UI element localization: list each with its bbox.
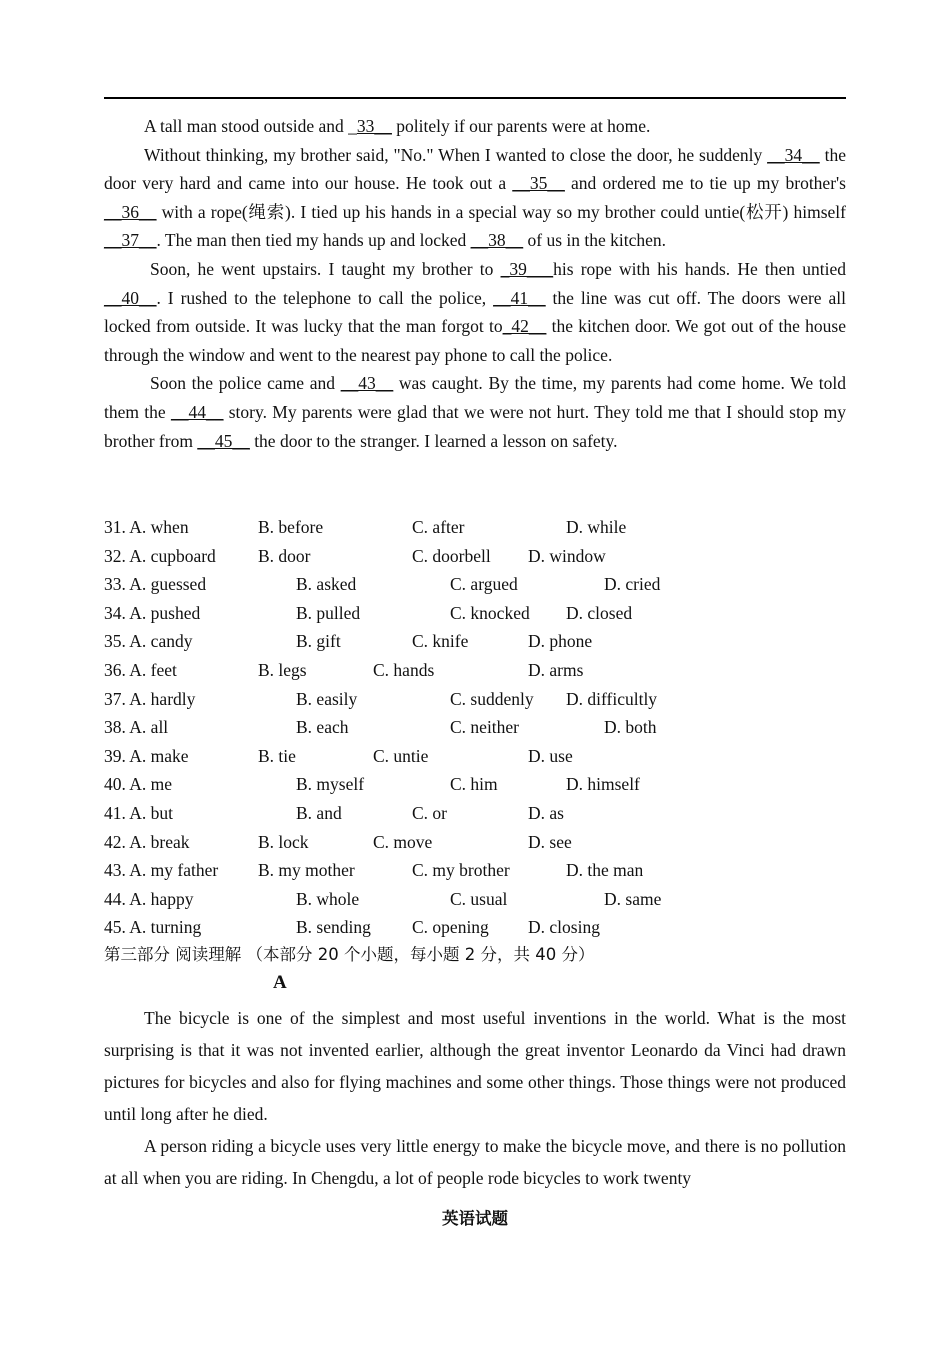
option-a: 42. A. break	[104, 831, 190, 852]
option-a: 34. A. pushed	[104, 602, 201, 623]
option-d: D. closed	[566, 602, 633, 623]
blank-38: __38__	[470, 230, 524, 251]
option-row-44	[104, 885, 846, 914]
option-row-36	[104, 656, 846, 685]
option-row-43	[104, 856, 846, 885]
option-a: 35. A. candy	[104, 631, 193, 652]
option-d: D. use	[528, 745, 573, 766]
option-row-33	[104, 570, 846, 599]
option-d: D. window	[528, 545, 606, 566]
option-a: 38. A. all	[104, 717, 169, 738]
section-heading: 第三部分 阅读理解 （本部分 20 个小题，每小题 2 分，共 40 分）	[104, 945, 595, 964]
option-d: D. see	[528, 831, 572, 852]
option-row-40	[104, 770, 846, 799]
option-b: B. asked	[296, 574, 357, 595]
option-a: 33. A. guessed	[104, 574, 207, 595]
option-b: B. lock	[258, 831, 309, 852]
option-a: 44. A. happy	[104, 888, 194, 909]
option-d: D. difficultly	[566, 688, 658, 709]
option-row-42	[104, 828, 846, 857]
option-d: D. himself	[566, 774, 640, 795]
option-a: 31. A. when	[104, 517, 189, 537]
option-a: 39. A. make	[104, 745, 189, 766]
option-b: B. whole	[296, 888, 360, 909]
option-b: B. before	[258, 517, 324, 537]
option-c: C. opening	[412, 917, 489, 938]
page-footer: 英语试题	[442, 1209, 508, 1228]
blank-44: __44__	[170, 401, 224, 422]
option-d: D. arms	[528, 659, 584, 680]
option-b: B. each	[296, 717, 349, 738]
option-d: D. closing	[528, 917, 600, 938]
option-row-38	[104, 713, 846, 742]
option-b: B. and	[296, 802, 342, 823]
option-a: 41. A. but	[104, 802, 174, 823]
option-row-41	[104, 799, 846, 828]
option-b: B. myself	[296, 774, 365, 795]
option-c: C. after	[412, 517, 465, 537]
option-c: C. usual	[450, 888, 508, 909]
passage-paragraph-2: Without thinking, my brother said, "No." When I wanted to close the door, he suddenly __34__ the door very hard and came into our house. He took out a __35__ and ordered me to tie up my brother's __36__ with a rope(绳索). I tied up his hands in a special way so my brother could untie(松开) himself __37__. The man then tied my hands up and locked __38__ of us in the kitchen.	[104, 144, 846, 251]
option-c: C. suddenly	[450, 688, 534, 709]
option-d: D. same	[604, 888, 662, 909]
option-c: C. knocked	[450, 602, 530, 623]
option-d: D. as	[528, 802, 564, 823]
option-b: B. legs	[258, 659, 307, 680]
option-row-45	[104, 913, 846, 942]
option-d: D. the man	[566, 860, 644, 881]
option-c: C. my brother	[412, 860, 510, 881]
option-d: D. both	[604, 717, 657, 738]
blank-34: __34__	[767, 144, 820, 165]
answer-options	[104, 513, 846, 942]
option-a: 37. A. hardly	[104, 688, 196, 709]
option-c: C. neither	[450, 717, 520, 738]
option-row-32	[104, 542, 846, 571]
blank-40: __40__	[104, 287, 157, 308]
section-letter: A	[273, 972, 287, 993]
option-b: B. pulled	[296, 602, 361, 623]
option-b: B. door	[258, 545, 311, 566]
option-a: 32. A. cupboard	[104, 545, 216, 566]
reading-paragraph-2: A person riding a bicycle uses very little energy to make the bicycle move, and there is no pollution at all when you are riding. In Chengdu, a lot of people rode bicycles to work twenty	[104, 1136, 846, 1188]
option-c: C. hands	[373, 659, 435, 680]
reading-paragraph-1: The bicycle is one of the simplest and most useful inventions in the world. What is the most surprising is that it was not invented earlier, although the great inventor Leonardo da Vinci had drawn pictures for bicycles and also for flying machines and some other things. Those things were not produced until long after he died.	[104, 1008, 846, 1124]
option-row-35	[104, 627, 846, 656]
option-c: C. move	[373, 831, 433, 852]
option-c: C. him	[450, 774, 498, 795]
blank-45: __45__	[197, 430, 250, 451]
option-c: C. knife	[412, 631, 469, 652]
header-rule	[104, 97, 846, 99]
reading-passage-a	[104, 1002, 846, 1194]
option-c: C. argued	[450, 574, 518, 595]
option-d: D. while	[566, 517, 627, 537]
option-row-34	[104, 599, 846, 628]
option-a: 43. A. my father	[104, 860, 219, 881]
blank-37: __37__	[104, 230, 157, 251]
blank-35: __35__	[512, 173, 565, 194]
option-b: B. sending	[296, 917, 371, 938]
passage-paragraph-3: Soon, he went upstairs. I taught my brother to _39___his rope with his hands. He then untied __40__. I rushed to the telephone to call the police, __41__ the line was cut off. The doors were all locked from outside. It was lucky that the man forgot to_42__ the kitchen door. We got out of the house through the window and went to the nearest pay phone to call the police.	[104, 258, 846, 365]
option-b: B. tie	[258, 745, 296, 766]
option-a: 40. A. me	[104, 774, 173, 795]
option-a: 36. A. feet	[104, 659, 177, 680]
option-c: C. doorbell	[412, 545, 491, 566]
passage-paragraph-4: Soon the police came and __43__ was caught. By the time, my parents had come home. We told them the __44__ story. My parents were glad that we were not hurt. They told me that I should stop my brother from __45__ the door to the stranger. I learned a lesson on safety.	[104, 373, 846, 451]
option-row-37	[104, 685, 846, 714]
option-b: B. my mother	[258, 860, 355, 881]
blank-43: __43__	[340, 373, 394, 394]
option-a: 45. A. turning	[104, 917, 202, 938]
blank-36: __36__	[104, 201, 157, 222]
blank-42: _42__	[502, 316, 547, 337]
blank-41: __41__	[493, 287, 546, 308]
option-c: C. untie	[373, 745, 429, 766]
option-row-31	[104, 513, 846, 542]
blank-39: _39___	[500, 258, 554, 279]
option-b: B. gift	[296, 631, 341, 652]
option-c: C. or	[412, 802, 447, 823]
passage-paragraph-1: A tall man stood outside and _33__ politely if our parents were at home.	[144, 116, 651, 136]
option-d: D. phone	[528, 631, 593, 652]
option-d: D. cried	[604, 574, 661, 595]
option-row-39	[104, 742, 846, 771]
cloze-passage	[104, 112, 846, 455]
option-b: B. easily	[296, 688, 358, 709]
blank-33: 33__	[356, 116, 392, 136]
